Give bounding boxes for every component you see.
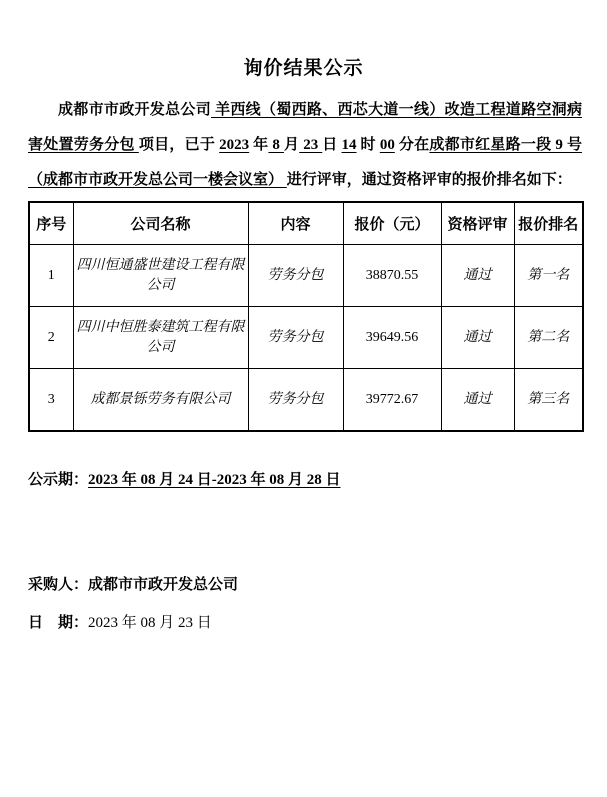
intro-segment: 项目，已于: [138, 137, 220, 153]
table-row: [29, 307, 583, 369]
cell-rank: 第一名: [514, 245, 583, 307]
date-line: [28, 611, 582, 632]
intro-segment: 成都市红星路一段 9 号（成都市市政开发总公司一楼会议室）: [28, 137, 582, 188]
intro-segment: 日: [322, 137, 342, 153]
intro-segment: 时: [356, 137, 380, 153]
intro-segment: 8: [268, 137, 284, 153]
intro-segment: 月: [283, 137, 300, 153]
cell-seq: 1: [29, 245, 73, 307]
cell-price: 38870.55: [343, 245, 441, 307]
cell-company: 四川恒通盛世建设工程有限公司: [73, 245, 248, 307]
cell-seq: 3: [29, 369, 73, 432]
publicity-value: 2023 年 08 月 24 日-2023 年 08 月 28 日: [88, 472, 341, 488]
cell-company: 四川中恒胜泰建筑工程有限公司: [73, 307, 248, 369]
intro-paragraph: [28, 93, 582, 198]
page-title: 询价结果公示: [243, 58, 364, 79]
intro-segment: 2023: [219, 137, 250, 153]
intro-segment: 00: [379, 137, 395, 153]
intro-segment: 分在: [394, 137, 430, 153]
cell-review: 通过: [441, 307, 514, 369]
date-label: 日 期：: [28, 615, 89, 631]
cell-content: 劳务分包: [248, 369, 343, 432]
purchaser-value: 成都市市政开发总公司: [88, 577, 239, 593]
date-value: 2023 年 08 月 23 日: [88, 615, 212, 631]
cell-price: 39772.67: [343, 369, 441, 432]
cell-rank: 第二名: [514, 307, 583, 369]
purchaser-line: [28, 573, 582, 594]
table-header-row: [29, 202, 583, 245]
column-header-seq: 序号: [29, 202, 73, 245]
cell-review: 通过: [441, 369, 514, 432]
intro-segment: 进行评审，通过资格评审的报价排名如下：: [286, 172, 572, 188]
cell-company: 成都景铄劳务有限公司: [73, 369, 248, 432]
column-header-price: 报价（元）: [343, 202, 441, 245]
intro-segment: 成都市市政开发总公司: [58, 102, 212, 118]
cell-rank: 第三名: [514, 369, 583, 432]
column-header-rank: 报价排名: [514, 202, 583, 245]
intro-segment: 14: [341, 137, 357, 153]
results-table: [28, 201, 584, 432]
column-header-review: 资格评审: [441, 202, 514, 245]
intro-segment: 年: [249, 137, 269, 153]
cell-seq: 2: [29, 307, 73, 369]
cell-price: 39649.56: [343, 307, 441, 369]
table-row: [29, 245, 583, 307]
column-header-content: 内容: [248, 202, 343, 245]
cell-content: 劳务分包: [248, 307, 343, 369]
cell-content: 劳务分包: [248, 245, 343, 307]
purchaser-label: 采购人：: [28, 577, 89, 593]
publicity-label: 公示期：: [28, 472, 89, 488]
column-header-company: 公司名称: [73, 202, 248, 245]
intro-segment: 23: [299, 137, 323, 153]
table-row: [29, 369, 583, 432]
intro-segment: 羊西线（蜀西路、西芯大道一线）改造工程道路空洞病害处置劳务分包: [28, 102, 582, 153]
cell-review: 通过: [441, 245, 514, 307]
publicity-period-line: [28, 468, 582, 489]
